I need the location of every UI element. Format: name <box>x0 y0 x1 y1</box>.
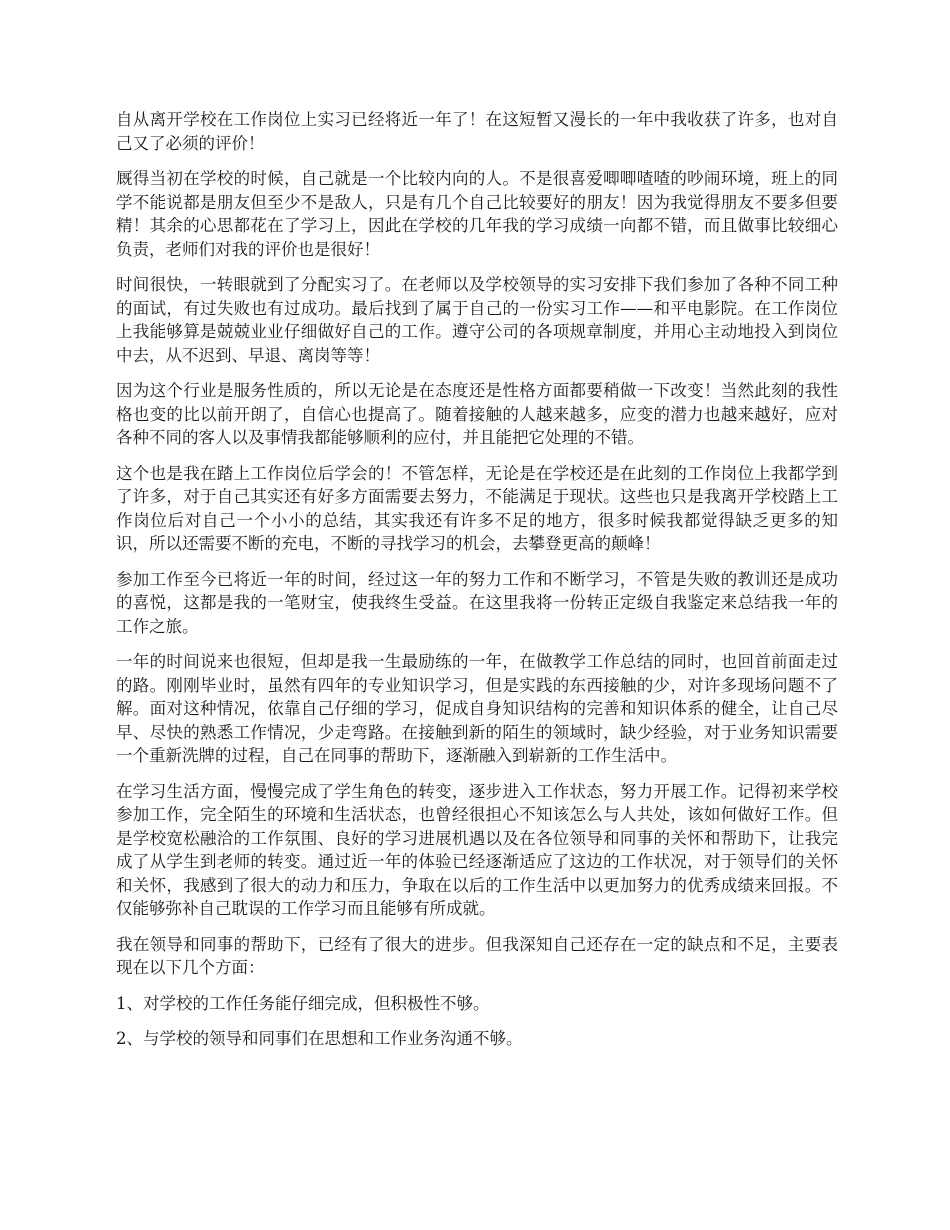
paragraph: 在学习生活方面，慢慢完成了学生角色的转变，逐步进入工作状态，努力开展工作。记得初来学校参加工作，完全陌生的环境和生活状态，也曾经很担心不知该怎么与人共处，该如何做好工作。但是学校宽松融洽的工作氛围、良好的学习进展机遇以及在各位领导和同事的关怀和帮助下，让我完成了从学生到老师的转变。通过近一年的体验已经逐渐适应了这边的工作状况，对于领导们的关怀和关怀，我感到了很大的动力和压力，争取在以后的工作生活中以更加努力的优秀成绩来回报。不仅能够弥补自己耽误的工作学习而且能够有所成就。 <box>116 781 838 918</box>
list-item: 2、与学校的领导和同事们在思想和工作业务沟通不够。 <box>116 1029 523 1048</box>
paragraph: 一年的时间说来也很短，但却是我一生最励练的一年，在做教学工作总结的同时，也回首前面走过的路。刚刚毕业时，虽然有四年的专业知识学习，但是实践的东西接触的少，对许多现场问题不了解。面对这种情况，依靠自己仔细的学习，促成自身知识结构的完善和知识体系的健全，让自己尽早、尽快的熟悉工作情况，少走弯路。在接触到新的陌生的领域时，缺少经验，对于业务知识需要一个重新洗牌的过程，自己在同事的帮助下，逐渐融入到崭新的工作生活中。 <box>116 652 838 765</box>
document-body <box>116 108 838 1063</box>
paragraph: 这个也是我在踏上工作岗位后学会的！不管怎样，无论是在学校还是在此刻的工作岗位上我都学到了许多，对于自己其实还有好多方面需要去努力，不能满足于现状。这些也只是我离开学校踏上工作岗位后对自己一个小小的总结，其实我还有许多不足的地方，很多时候我都觉得缺乏更多的知识，所以还需要不断的充电，不断的寻找学习的机会，去攀登更高的颠峰！ <box>116 463 838 553</box>
paragraph: 我在领导和同事的帮助下，已经有了很大的进步。但我深知自己还存在一定的缺点和不足，主要表现在以下几个方面： <box>116 934 838 977</box>
paragraph: 参加工作至今已将近一年的时间，经过这一年的努力工作和不断学习，不管是失败的教训还是成功的喜悦，这都是我的一笔财宝，使我终生受益。在这里我将一份转正定级自我鉴定来总结我一年的工作之旅。 <box>116 569 838 636</box>
paragraph: 厩得当初在学校的时候，自己就是一个比较内向的人。不是很喜爱唧唧喳喳的吵闹环境，班上的同学不能说都是朋友但至少不是敌人，只是有几个自己比较要好的朋友！因为我觉得朋友不要多但要精！其余的心思都花在了学习上，因此在学校的几年我的学习成绩一向都不错，而且做事比较细心负责，老师们对我的评价也是很好！ <box>116 169 838 259</box>
list-item: 1、对学校的工作任务能仔细完成，但积极性不够。 <box>116 993 490 1013</box>
paragraph: 时间很快，一转眼就到了分配实习了。在老师以及学校领导的实习安排下我们参加了各种不同工种的面试，有过失败也有过成功。最后找到了属于自己的一份实习工作——和平电影院。在工作岗位上我能够算是兢兢业业仔细做好自己的工作。遵守公司的各项规章制度，并用心主动地投入到岗位中去，从不迟到、早退、离岗等等！ <box>116 275 838 365</box>
paragraph: 自从离开学校在工作岗位上实习已经将近一年了！在这短暂又漫长的一年中我收获了许多，也对自己又了必须的评价！ <box>116 110 838 153</box>
paragraph: 因为这个行业是服务性质的，所以无论是在态度还是性格方面都要稍做一下改变！当然此刻的我性格也变的比以前开朗了，自信心也提高了。随着接触的人越来越多，应变的潜力也越来越好，应对各种不同的客人以及事情我都能够顺利的应付，并且能把它处理的不错。 <box>116 381 838 447</box>
